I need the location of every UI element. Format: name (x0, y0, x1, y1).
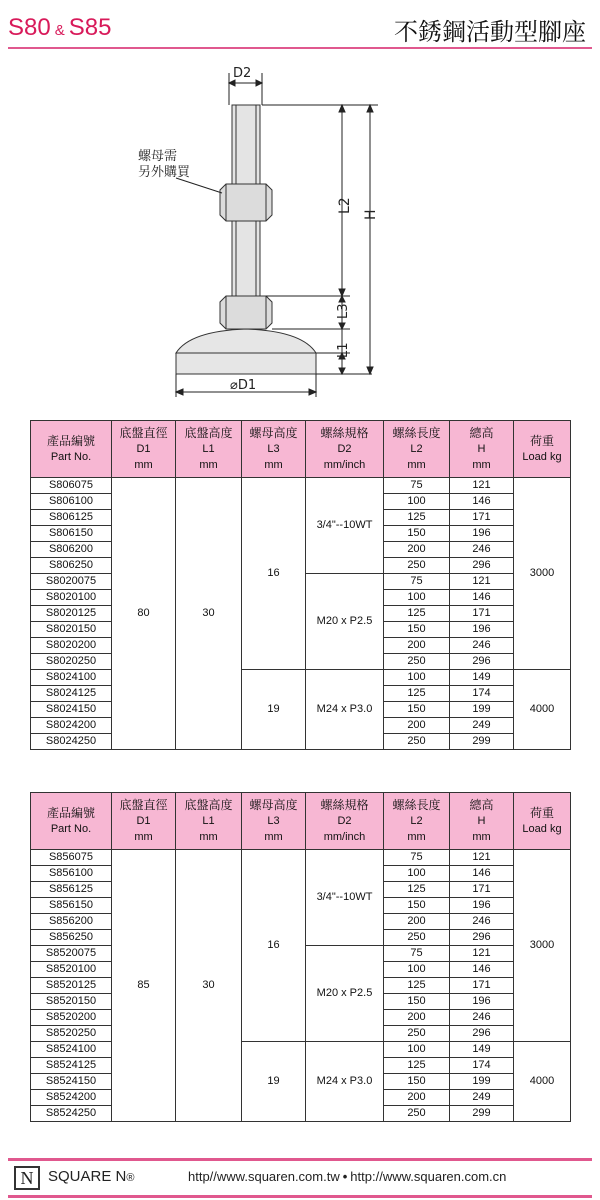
h-cell: 171 (450, 606, 514, 622)
h-cell: 296 (450, 930, 514, 946)
part-number-cell: S8024100 (31, 670, 112, 686)
footer-top-rule (8, 1158, 592, 1161)
url-cn-link[interactable]: http://www.squaren.com.cn (350, 1169, 507, 1184)
load-cell: 3000 (514, 850, 571, 1042)
l2-cell: 125 (384, 978, 450, 994)
column-header-line: L1 (202, 815, 215, 827)
column-header-line: 產品編號 (46, 806, 95, 820)
l2-cell: 200 (384, 638, 450, 654)
l2-cell: 150 (384, 526, 450, 542)
part-number-cell: S8524100 (31, 1042, 112, 1058)
column-header (31, 421, 112, 478)
column-header (450, 793, 514, 850)
l2-cell: 100 (384, 494, 450, 510)
column-header-line: 螺母高度 (249, 798, 298, 812)
l1-cell: 30 (176, 478, 242, 750)
d2-cell: M24 x P3.0 (306, 670, 384, 750)
h-cell: 171 (450, 882, 514, 898)
l2-cell: 125 (384, 510, 450, 526)
part-number-cell: S8524250 (31, 1106, 112, 1122)
part-number-cell: S806200 (31, 542, 112, 558)
part-number-cell: S806075 (31, 478, 112, 494)
column-header-line: H (477, 443, 486, 455)
part-number-cell: S856125 (31, 882, 112, 898)
part-number-cell: S8020125 (31, 606, 112, 622)
h-cell: 196 (450, 898, 514, 914)
d1-cell: 80 (112, 478, 176, 750)
column-header-line: L3 (267, 443, 280, 455)
spec-table-s85 (30, 792, 571, 1122)
column-header-line: 底盤高度 (184, 426, 233, 440)
d1-cell: 85 (112, 850, 176, 1122)
h-cell: 146 (450, 590, 514, 606)
l2-cell: 250 (384, 1026, 450, 1042)
column-header-line: L2 (410, 443, 423, 455)
h-cell: 299 (450, 734, 514, 750)
column-header-line: 底盤直徑 (119, 426, 168, 440)
l2-cell: 150 (384, 1074, 450, 1090)
part-number-cell: S8520100 (31, 962, 112, 978)
part-number-cell: S8024200 (31, 718, 112, 734)
d2-cell: 3/4"--10WT (306, 850, 384, 946)
h-cell: 196 (450, 622, 514, 638)
brand-text: SQUARE N (48, 1168, 127, 1185)
part-number-cell: S806125 (31, 510, 112, 526)
footer-bottom-rule (8, 1195, 592, 1198)
page-header (0, 0, 600, 60)
column-header-line: 總高 (469, 426, 494, 440)
l2-cell: 150 (384, 898, 450, 914)
part-number-cell: S8520150 (31, 994, 112, 1010)
column-header-line: mm (264, 459, 283, 471)
h-cell: 196 (450, 526, 514, 542)
bottom-nut (220, 296, 272, 329)
product-title: 不銹鋼活動型腳座 (394, 18, 586, 46)
part-number-cell: S806250 (31, 558, 112, 574)
h-cell: 296 (450, 654, 514, 670)
part-number-cell: S8520250 (31, 1026, 112, 1042)
column-header (242, 793, 306, 850)
table-row (31, 478, 571, 494)
table-header-row (31, 421, 571, 478)
part-number-cell: S856075 (31, 850, 112, 866)
h-cell: 149 (450, 1042, 514, 1058)
h-cell: 171 (450, 978, 514, 994)
h-cell: 121 (450, 478, 514, 494)
model-amp: & (54, 22, 65, 39)
l3-cell: 16 (242, 850, 306, 1042)
h-cell: 174 (450, 686, 514, 702)
column-header-line: mm (134, 831, 153, 843)
base-pad (176, 329, 316, 374)
model-a: S80 (8, 14, 51, 41)
l2-cell: 75 (384, 574, 450, 590)
l2-cell: 250 (384, 558, 450, 574)
l3-cell: 19 (242, 1042, 306, 1122)
load-cell: 4000 (514, 670, 571, 750)
h-cell: 121 (450, 574, 514, 590)
l2-cell: 250 (384, 734, 450, 750)
part-number-cell: S856250 (31, 930, 112, 946)
column-header (176, 793, 242, 850)
h-cell: 296 (450, 1026, 514, 1042)
technical-drawing (0, 55, 600, 400)
column-header (450, 421, 514, 478)
l2-cell: 200 (384, 542, 450, 558)
column-header-line: Load kg (522, 451, 562, 463)
load-cell: 3000 (514, 478, 571, 670)
l1-cell: 30 (176, 850, 242, 1122)
d2-cell: M20 x P2.5 (306, 574, 384, 670)
label-l3: L3 (336, 303, 351, 319)
brand-name (48, 1168, 134, 1185)
column-header (514, 421, 571, 478)
h-cell: 121 (450, 850, 514, 866)
part-number-cell: S8020075 (31, 574, 112, 590)
column-header (514, 793, 571, 850)
h-cell: 199 (450, 1074, 514, 1090)
column-header-line: D2 (337, 443, 352, 455)
page-footer (0, 1150, 600, 1200)
l2-cell: 200 (384, 914, 450, 930)
note-line-2: 另外購買 (138, 165, 191, 180)
top-nut (220, 184, 272, 221)
column-header-line: 螺絲規格 (320, 798, 369, 812)
column-header (112, 793, 176, 850)
column-header (384, 421, 450, 478)
h-cell: 296 (450, 558, 514, 574)
label-l2: L2 (337, 197, 353, 214)
l2-cell: 125 (384, 882, 450, 898)
column-header-line: 總高 (469, 798, 494, 812)
l2-cell: 100 (384, 670, 450, 686)
column-header-line: Part No. (50, 451, 92, 463)
column-header-line: L3 (267, 815, 280, 827)
part-number-cell: S8024250 (31, 734, 112, 750)
part-number-cell: S806100 (31, 494, 112, 510)
column-header-line: mm (472, 831, 491, 843)
column-header-line: 底盤高度 (184, 798, 233, 812)
l2-cell: 250 (384, 930, 450, 946)
h-cell: 121 (450, 946, 514, 962)
label-d2: D2 (233, 66, 252, 81)
part-number-cell: S8524125 (31, 1058, 112, 1074)
h-cell: 246 (450, 914, 514, 930)
part-number-cell: S856100 (31, 866, 112, 882)
column-header-line: 螺絲規格 (320, 426, 369, 440)
l2-cell: 100 (384, 866, 450, 882)
column-header-line: mm (264, 831, 283, 843)
part-number-cell: S8020150 (31, 622, 112, 638)
part-number-cell: S8520125 (31, 978, 112, 994)
h-cell: 196 (450, 994, 514, 1010)
column-header-line: mm (472, 459, 491, 471)
column-header (31, 793, 112, 850)
h-cell: 249 (450, 1090, 514, 1106)
part-number-cell: S8020250 (31, 654, 112, 670)
l2-cell: 250 (384, 654, 450, 670)
column-header-line: 底盤直徑 (119, 798, 168, 812)
label-d1: ⌀D1 (230, 378, 257, 393)
h-cell: 146 (450, 866, 514, 882)
h-cell: 149 (450, 670, 514, 686)
column-header-line: mm (407, 459, 426, 471)
l2-cell: 125 (384, 606, 450, 622)
column-header (384, 793, 450, 850)
url-separator: • (342, 1169, 348, 1184)
table-header-row (31, 793, 571, 850)
table-row (31, 850, 571, 866)
column-header-line: L1 (202, 443, 215, 455)
h-cell: 146 (450, 494, 514, 510)
l2-cell: 100 (384, 962, 450, 978)
part-number-cell: S856150 (31, 898, 112, 914)
note-line-1: 螺母需 (138, 149, 178, 164)
d2-cell: M24 x P3.0 (306, 1042, 384, 1122)
column-header (306, 793, 384, 850)
part-number-cell: S8520200 (31, 1010, 112, 1026)
l2-cell: 125 (384, 686, 450, 702)
l2-cell: 200 (384, 1010, 450, 1026)
l2-cell: 75 (384, 478, 450, 494)
part-number-cell: S8524200 (31, 1090, 112, 1106)
column-header-line: mm/inch (323, 831, 366, 843)
model-title (8, 14, 111, 42)
column-header-line: 產品編號 (46, 434, 95, 448)
column-header-line: mm (199, 459, 218, 471)
l2-cell: 100 (384, 590, 450, 606)
column-header (306, 421, 384, 478)
column-header-line: mm/inch (323, 459, 366, 471)
l2-cell: 75 (384, 850, 450, 866)
l2-cell: 75 (384, 946, 450, 962)
l3-cell: 19 (242, 670, 306, 750)
column-header-line: 荷重 (529, 806, 554, 820)
l2-cell: 150 (384, 702, 450, 718)
column-header-line: 螺母高度 (249, 426, 298, 440)
h-cell: 299 (450, 1106, 514, 1122)
model-b: S85 (68, 14, 112, 41)
part-number-cell: S856200 (31, 914, 112, 930)
column-header-line: D2 (337, 815, 352, 827)
column-header (176, 421, 242, 478)
header-divider (8, 47, 592, 49)
l2-cell: 150 (384, 994, 450, 1010)
part-number-cell: S8020100 (31, 590, 112, 606)
brand-registered-mark: ® (126, 1172, 135, 1184)
h-cell: 174 (450, 1058, 514, 1074)
h-cell: 246 (450, 542, 514, 558)
column-header-line: Part No. (50, 823, 92, 835)
label-l1: L1 (336, 342, 351, 358)
column-header (112, 421, 176, 478)
l2-cell: 100 (384, 1042, 450, 1058)
h-cell: 199 (450, 702, 514, 718)
column-header-line: mm (407, 831, 426, 843)
brand-logo-icon: N (14, 1166, 40, 1190)
column-header (242, 421, 306, 478)
part-number-cell: S8024150 (31, 702, 112, 718)
d2-cell: 3/4"--10WT (306, 478, 384, 574)
h-cell: 146 (450, 962, 514, 978)
footer-urls (188, 1169, 506, 1184)
part-number-cell: S8524150 (31, 1074, 112, 1090)
part-number-cell: S8020200 (31, 638, 112, 654)
h-cell: 171 (450, 510, 514, 526)
column-header-line: D1 (136, 443, 151, 455)
part-number-cell: S8024125 (31, 686, 112, 702)
column-header-line: Load kg (522, 823, 562, 835)
column-header-line: 荷重 (529, 434, 554, 448)
l3-cell: 16 (242, 478, 306, 670)
d2-cell: M20 x P2.5 (306, 946, 384, 1042)
column-header-line: L2 (410, 815, 423, 827)
l2-cell: 200 (384, 718, 450, 734)
column-header-line: 螺絲長度 (392, 798, 441, 812)
column-header-line: D1 (136, 815, 151, 827)
column-header-line: mm (199, 831, 218, 843)
column-header-line: mm (134, 459, 153, 471)
l2-cell: 125 (384, 1058, 450, 1074)
column-header-line: 螺絲長度 (392, 426, 441, 440)
part-number-cell: S8520075 (31, 946, 112, 962)
label-h: H (363, 209, 379, 220)
l2-cell: 200 (384, 1090, 450, 1106)
url-tw-link[interactable]: http//www.squaren.com.tw (188, 1169, 340, 1184)
part-number-cell: S806150 (31, 526, 112, 542)
l2-cell: 250 (384, 1106, 450, 1122)
h-cell: 246 (450, 1010, 514, 1026)
l2-cell: 150 (384, 622, 450, 638)
note-leader (176, 178, 222, 193)
h-cell: 249 (450, 718, 514, 734)
column-header-line: H (477, 815, 486, 827)
h-cell: 246 (450, 638, 514, 654)
spec-table-s80 (30, 420, 571, 750)
load-cell: 4000 (514, 1042, 571, 1122)
